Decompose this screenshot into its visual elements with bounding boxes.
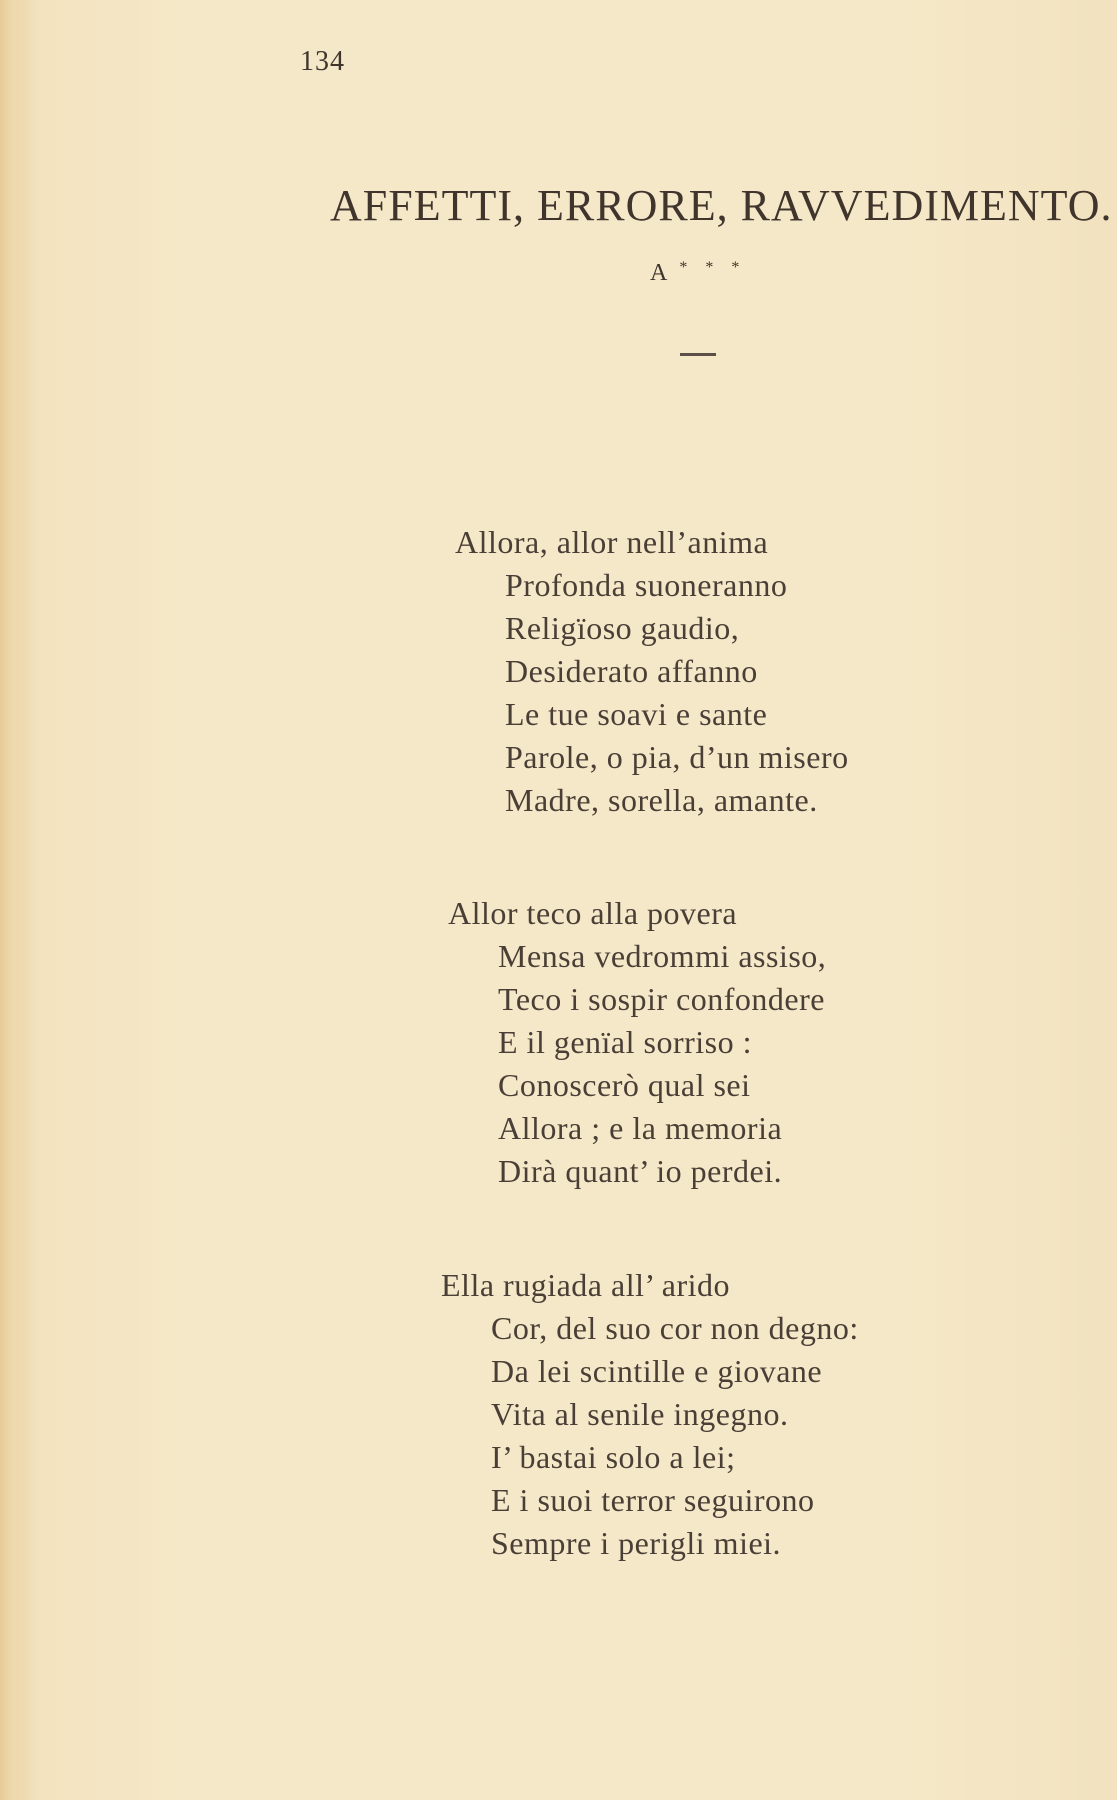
title-separator — [680, 353, 716, 356]
verse-line: Vita al senile ingegno. — [491, 1396, 789, 1432]
stanza-2 — [448, 892, 826, 1193]
dedication — [650, 260, 746, 287]
verse-line: Parole, o pia, d’un misero — [505, 739, 849, 775]
verse-line: Le tue soavi e sante — [505, 696, 768, 732]
verse-line: I’ bastai solo a lei; — [491, 1439, 736, 1475]
verse-line: Dirà quant’ io perdei. — [498, 1153, 783, 1189]
stanza-3 — [441, 1264, 859, 1565]
page-number: 134 — [300, 46, 345, 77]
stanza-1 — [455, 521, 849, 822]
verse-line: Mensa vedrommi assiso, — [498, 938, 827, 974]
verse-line: Sempre i perigli miei. — [491, 1525, 782, 1561]
verse-line: E i suoi terror seguirono — [491, 1482, 815, 1518]
poem-title: AFFETTI, ERRORE, RAVVEDIMENTO. — [330, 181, 1113, 230]
verse-line: Ella rugiada all’ arido — [441, 1267, 730, 1303]
verse-line: Desiderato affanno — [505, 653, 758, 689]
verse-line: Allor teco alla povera — [448, 895, 738, 931]
verse-line: Allora, allor nell’anima — [455, 524, 769, 560]
verse-line: Religïoso gaudio, — [505, 610, 740, 646]
verse-line: Profonda suoneranno — [505, 567, 788, 603]
verse-line: Madre, sorella, amante. — [505, 782, 818, 818]
verse-line: Conoscerò qual sei — [498, 1067, 751, 1103]
verse-line: E il genïal sorriso : — [498, 1024, 753, 1060]
verse-line: Cor, del suo cor non degno: — [491, 1310, 859, 1346]
verse-line: Allora ; e la memoria — [498, 1110, 783, 1146]
dedication-prefix: A — [650, 260, 668, 286]
verse-line: Teco i sospir confondere — [498, 981, 825, 1017]
dedication-stars: * * * — [679, 259, 747, 276]
verse-line: Da lei scintille e giovane — [491, 1353, 823, 1389]
page-edge-shadow — [0, 0, 34, 1800]
